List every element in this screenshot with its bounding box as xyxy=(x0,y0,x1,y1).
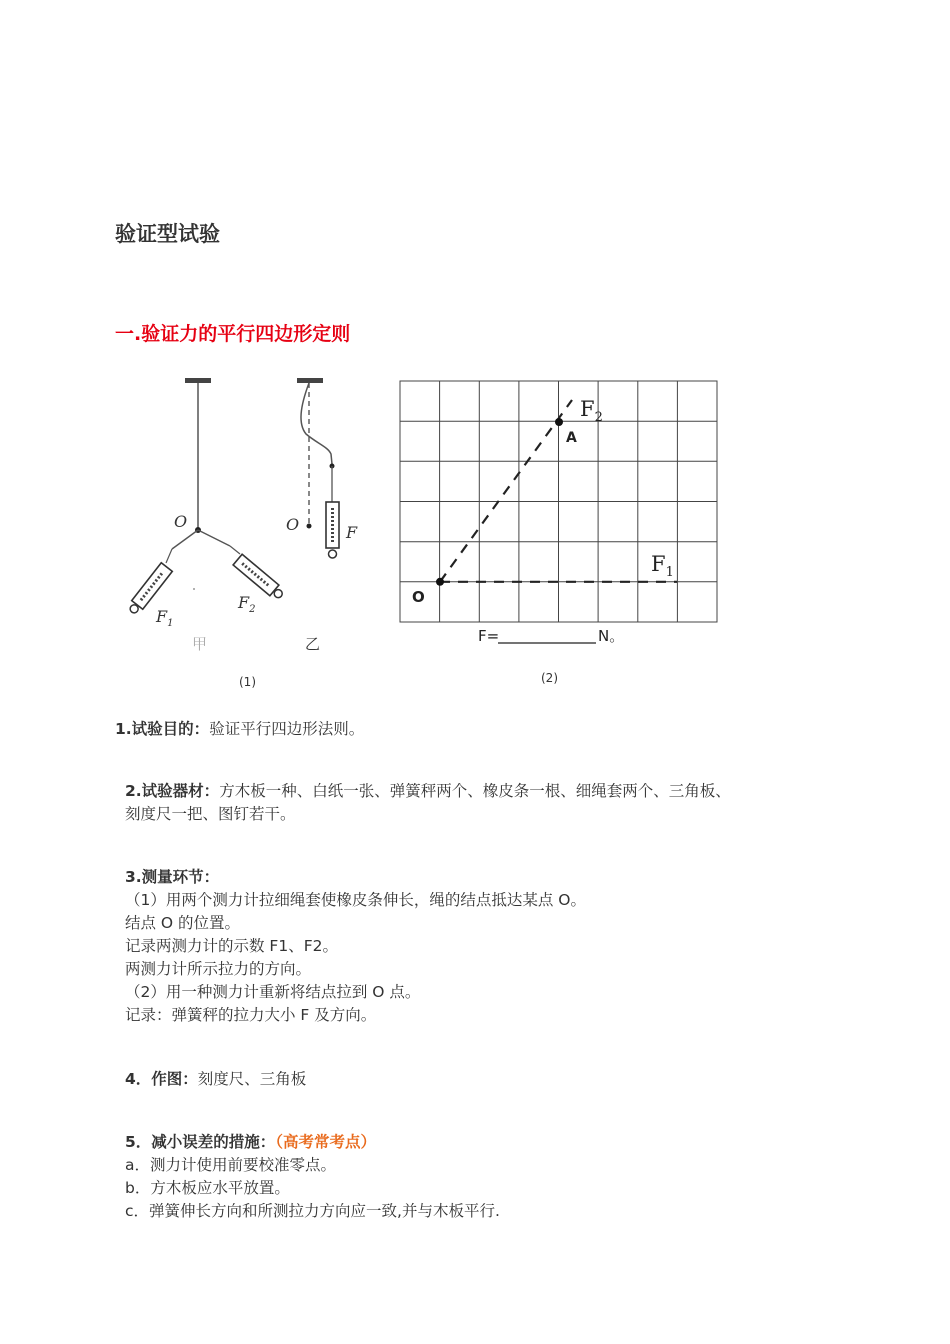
figure2-caption: (2) xyxy=(541,671,558,685)
page-title: 验证型试验 xyxy=(115,222,220,246)
svg-text:F1 xyxy=(155,607,173,629)
label-F1: F xyxy=(651,552,666,576)
label-O: O xyxy=(412,588,425,606)
figure-force-grid xyxy=(397,378,722,690)
item-3-label: 3.测量环节： xyxy=(125,868,220,886)
item-3 xyxy=(125,866,885,1027)
label-F1-sub: 1 xyxy=(665,565,674,580)
item-3-line: （2）用一种测力计重新将结点拉到 O 点。 xyxy=(125,983,421,1001)
label-F1-jia: F xyxy=(156,607,168,626)
svg-text:F2 xyxy=(580,397,603,425)
item-3-line: 记录两测力计的示数 F1、F2。 xyxy=(125,937,338,955)
item-2-label: 2.试验器材： xyxy=(125,782,220,800)
item-5-line: c．弹簧伸长方向和所测拉力方向应一致,并与木板平行. xyxy=(125,1202,500,1220)
section-heading: 一.验证力的平行四边形定则 xyxy=(115,323,351,345)
label-yi: 乙 xyxy=(305,635,321,653)
figure-spring-scales xyxy=(128,372,378,697)
item-3-line: 记录：弹簧秤的拉力大小 F 及方向。 xyxy=(125,1006,377,1024)
exam-note-badge: （高考常考点） xyxy=(275,1133,377,1151)
item-3-line: （1）用两个测力计拉细绳套使橡皮条伸长，绳的结点抵达某点 O。 xyxy=(125,891,586,909)
vector-F2-dashed xyxy=(440,400,572,582)
label-F2-jia-sub: 2 xyxy=(249,604,256,615)
blank-prefix: F= xyxy=(478,627,500,645)
item-1-text: 验证平行四边形法则。 xyxy=(209,720,365,738)
item-5-line: b．方木板应水平放置。 xyxy=(125,1179,290,1197)
label-F2-jia: F xyxy=(238,593,250,612)
item-2 xyxy=(125,780,885,826)
rope-curved-yi xyxy=(301,383,332,464)
item-2-line2: 刻度尺一把、图钉若干。 xyxy=(125,805,296,823)
item-2-line1: 方木板一种、白纸一张、弹簧秤两个、橡皮条一根、细绳套两个、三角板、 xyxy=(219,782,731,800)
label-O-jia: O xyxy=(174,512,188,531)
label-F2: F xyxy=(580,397,595,421)
ceiling-mount-jia xyxy=(185,378,211,383)
label-F1-jia-sub: 1 xyxy=(167,618,174,629)
item-5 xyxy=(125,1131,885,1223)
point-O-yi xyxy=(307,524,312,529)
item-3-line: 两测力计所示拉力的方向。 xyxy=(125,960,312,978)
label-jia: 甲 xyxy=(192,635,208,653)
item-1 xyxy=(115,718,364,741)
label-F-yi: F xyxy=(346,523,358,542)
ceiling-mount-yi xyxy=(297,378,323,383)
label-A: A xyxy=(566,430,577,446)
item-4 xyxy=(125,1068,306,1091)
svg-text:F2 xyxy=(237,593,255,615)
label-O-yi: O xyxy=(286,515,300,534)
item-5-line: a．测力计使用前要校准零点。 xyxy=(125,1156,336,1174)
figure1-caption: (1) xyxy=(239,675,256,689)
item-4-text: 刻度尺、三角板 xyxy=(197,1070,307,1088)
label-F2-sub: 2 xyxy=(594,410,603,425)
spring-scale-F-yi xyxy=(326,502,339,558)
item-1-label: 1.试验目的： xyxy=(115,720,210,738)
blank-suffix: N。 xyxy=(598,627,625,645)
item-4-label: 4．作图： xyxy=(125,1070,198,1088)
svg-text:F1 xyxy=(651,552,674,580)
item-3-line: 结点 O 的位置。 xyxy=(125,914,241,932)
point-O xyxy=(436,578,444,586)
item-5-label: 5．减小误差的措施： xyxy=(125,1133,276,1151)
point-A xyxy=(555,418,563,426)
